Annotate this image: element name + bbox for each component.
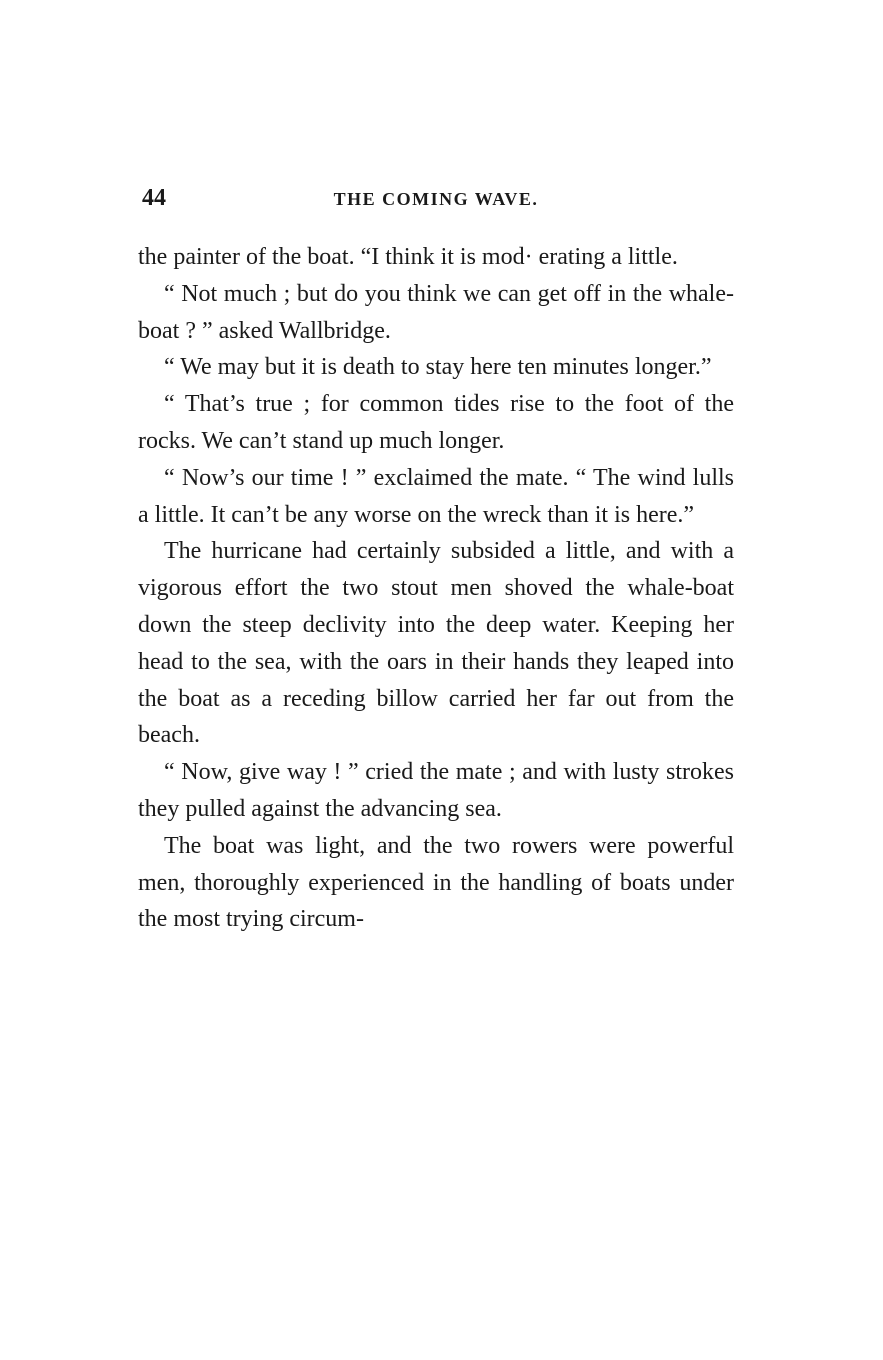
page-number: 44 (142, 185, 166, 211)
running-title: THE COMING WAVE. (333, 189, 539, 209)
body-text (138, 239, 734, 938)
paragraph: “ We may but it is death to stay here ten minutes longer.” (164, 354, 712, 381)
paragraph: “ That’s true ; for common tides rise to the foot of the rocks. We can’t stand up much longer. (138, 391, 734, 454)
running-head (138, 185, 734, 225)
book-page (138, 185, 734, 938)
paragraph: “ Now’s our time ! ” exclaimed the mate. “ The wind lulls a little. It can’t be any worse on the wreck than it is here.” (138, 464, 734, 528)
paragraph: “ Now, give way ! ” cried the mate ; and with lusty strokes they pulled against the advancing sea. (138, 759, 734, 822)
paragraph: The boat was light, and the two rowers were powerful men, thoroughly experienced in the handling of boats under the most trying circum- (138, 832, 734, 933)
paragraph: The hurricane had certainly subsided a little, and with a vigorous effort the two stout men shoved the whale-boat down the steep declivity into the deep water. Keeping her head to the sea, with the oars in their hands they leaped into the boat as a receding billow carried her far out from the beach. (138, 538, 734, 749)
paragraph: “ Not much ; but do you think we can get off in the whale-boat ? ” asked Wallbridge. (138, 280, 734, 344)
paragraph: the painter of the boat. “I think it is mod· erating a little. (138, 244, 678, 270)
